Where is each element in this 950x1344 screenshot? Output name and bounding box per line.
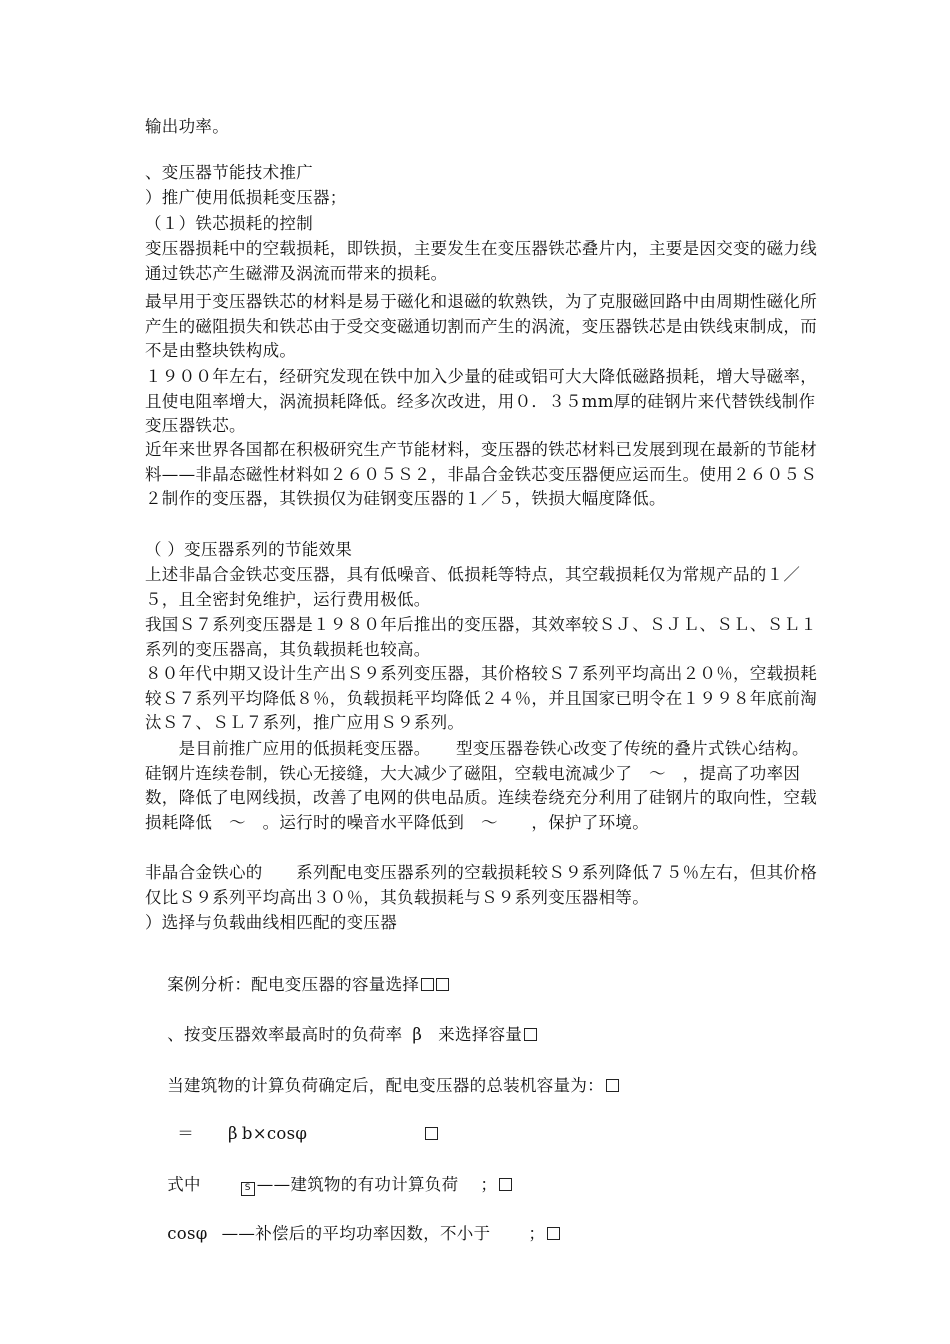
formula-equals: ＝ — [177, 1124, 194, 1143]
cos-phi-label: cosφ — [167, 1224, 208, 1243]
formula-beta: β — [228, 1124, 238, 1143]
placeholder-box-icon — [499, 1178, 512, 1191]
subheading-core-loss-control: （１）铁芯损耗的控制 — [145, 214, 313, 233]
subheading-load-curve: ）选择与负载曲线相匹配的变压器 — [145, 913, 397, 932]
placeholder-box-icon — [421, 978, 434, 991]
case-analysis-text: 案例分析：配电变压器的容量选择 — [167, 975, 420, 994]
definition-semicolon: ； — [480, 1175, 498, 1194]
placeholder-box-icon — [425, 1127, 438, 1140]
paragraph-amorphous-series: 非晶合金铁心的 系列配电变压器系列的空载损耗较Ｓ９系列降低７５％左右，但其价格仅比Ｓ９系列平均高出３０％，其负载损耗与Ｓ９系列变压器相等。 — [145, 863, 817, 907]
definition-label: 式中 — [167, 1175, 201, 1194]
placeholder-box-icon — [606, 1079, 619, 1092]
paragraph-s7-series: 我国Ｓ７系列变压器是１９８０年后推出的变压器，其效率较ＳＪ、ＳＪＬ、ＳＬ、ＳＬ１系列的变压器高，其负载损耗也较高。 — [145, 615, 817, 659]
subheading-series-effect: （ ）变压器系列的节能效果 — [145, 540, 353, 559]
capacity-text: 当建筑物的计算负荷确定后，配电变压器的总装机容量为： — [167, 1076, 604, 1095]
paragraph-silicon-steel: １９００年左右，经研究发现在铁中加入少量的硅或铝可大大降低磁路损耗，增大导磁率，且使电阻率增大，涡流损耗降低。经多次改进，用０．３５mm厚的硅钢片来代替铁线制作变压器铁芯。 — [145, 367, 817, 435]
paragraph-amorphous-advantages: 上述非晶合金铁芯变压器，具有低噪音、低损耗等特点，其空载损耗仅为常规产品的１／５，且全密封免维护，运行费用极低。 — [145, 565, 801, 609]
paragraph-early-core-material: 最早用于变压器铁芯的材料是易于磁化和退磁的软熟铁，为了克服磁回路中由周期性磁化所产生的磁阻损失和铁芯由于受交变磁通切割而产生的涡流，变压器铁芯是由铁线束制成，而不是由整块铁构成。 — [145, 292, 817, 360]
placeholder-box-icon — [547, 1227, 560, 1240]
power-factor-text: ——补偿后的平均功率因数，不小于 — [221, 1224, 491, 1243]
definition-power-factor — [145, 1198, 560, 1270]
section-heading-energy-saving: 、变压器节能技术推广 — [145, 163, 313, 182]
placeholder-box-icon — [524, 1028, 537, 1041]
placeholder-box-icon — [436, 978, 449, 991]
formula-terms: b×cosφ — [241, 1124, 308, 1143]
paragraph-s9-series: ８０年代中期又设计生产出Ｓ９系列变压器，其价格较Ｓ７系列平均高出２０％，空载损耗较Ｓ７系列平均降低８％，负载损耗平均降低２４％，并且国家已明令在１９９８年底前淘汰Ｓ７、ＳＬ７系列，推广应用Ｓ９系列。 — [145, 664, 817, 732]
power-factor-semicolon: ； — [528, 1224, 546, 1243]
paragraph-wound-core: 是目前推广应用的低损耗变压器。 型变压器卷铁心改变了传统的叠片式铁心结构。硅钢片连续卷制，铁心无接缝，大大减少了磁阻，空载电流减少了 ～ ，提高了功率因数，降低了电网线损，改善了电网的供电品质。连续卷绕充分利用了硅钢片的取向性，空载损耗降低 ～ 。运行时的噪音水平降低到 ～ ，保护了环境。 — [145, 739, 817, 832]
definition-active-load-text: ——建筑物的有功计算负荷 — [256, 1175, 459, 1194]
subheading-low-loss-transformer: ）推广使用低损耗变压器； — [145, 188, 347, 207]
paragraph-no-load-loss: 变压器损耗中的空载损耗，即铁损，主要发生在变压器铁芯叠片内，主要是因交变的磁力线通过铁芯产生磁滞及涡流而带来的损耗。 — [145, 239, 817, 283]
paragraph-amorphous-material: 近年来世界各国都在积极研究生产节能材料，变压器的铁芯材料已发展到现在最新的节能材料——非晶态磁性材料如２６０５Ｓ２，非晶合金铁芯变压器便应运而生。使用２６０５Ｓ２制作的变压器，其铁损仅为硅钢变压器的１／５，铁损大幅度降低。 — [145, 440, 817, 508]
beta-symbol: β — [412, 1025, 423, 1044]
paragraph-output-power: 输出功率。 — [145, 117, 229, 136]
load-rate-text: 、按变压器效率最高时的负荷率 — [167, 1025, 403, 1044]
load-rate-tail: 来选择容量 — [438, 1025, 523, 1044]
s-symbol-icon: S — [241, 1182, 255, 1196]
